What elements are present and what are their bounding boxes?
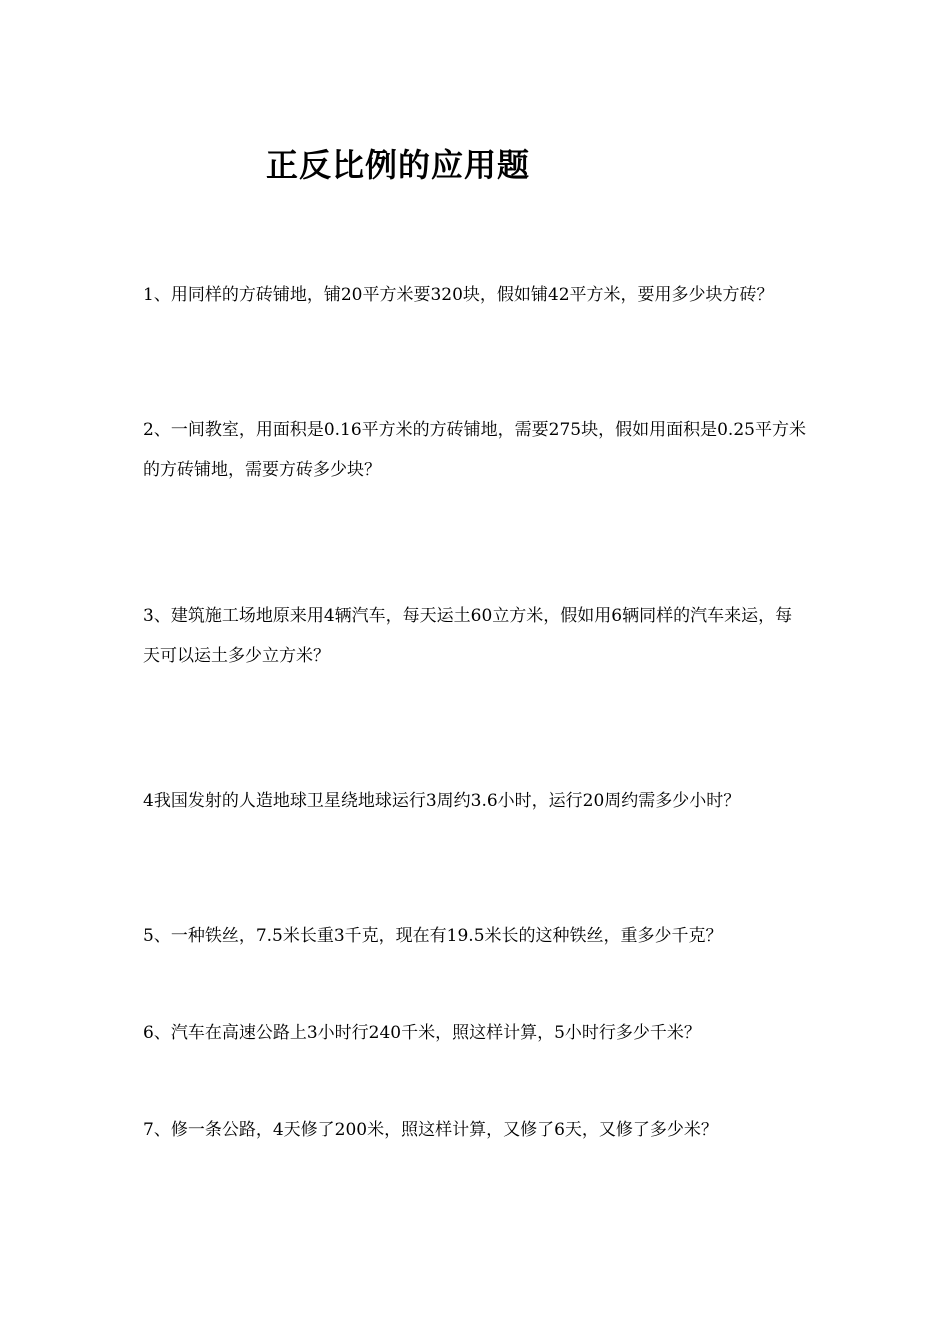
question-6: 6、汽车在高速公路上3小时行240千米，照这样计算，5小时行多少千米？ — [143, 1023, 701, 1043]
page-title: 正反比例的应用题 — [266, 146, 531, 184]
question-7: 7、修一条公路，4天修了200米，照这样计算，又修了6天，又修了多少米？ — [143, 1120, 718, 1140]
question-2: 2、一间教室，用面积是0.16平方米的方砖铺地，需要275块，假如用面积是0.25平方米的方砖铺地，需要方砖多少块？ — [143, 420, 806, 480]
question-1: 1、用同样的方砖铺地，铺20平方米要320块，假如铺42平方米，要用多少块方砖？ — [143, 285, 774, 305]
question-5: 5、一种铁丝，7.5米长重3千克，现在有19.5米长的这种铁丝，重多少千克？ — [143, 926, 723, 946]
question-3: 3、建筑施工场地原来用4辆汽车，每天运土60立方米，假如用6辆同样的汽车来运，每天可以运土多少立方米？ — [143, 606, 793, 666]
question-4: 4我国发射的人造地球卫星绕地球运行3周约3.6小时，运行20周约需多少小时？ — [143, 791, 741, 811]
